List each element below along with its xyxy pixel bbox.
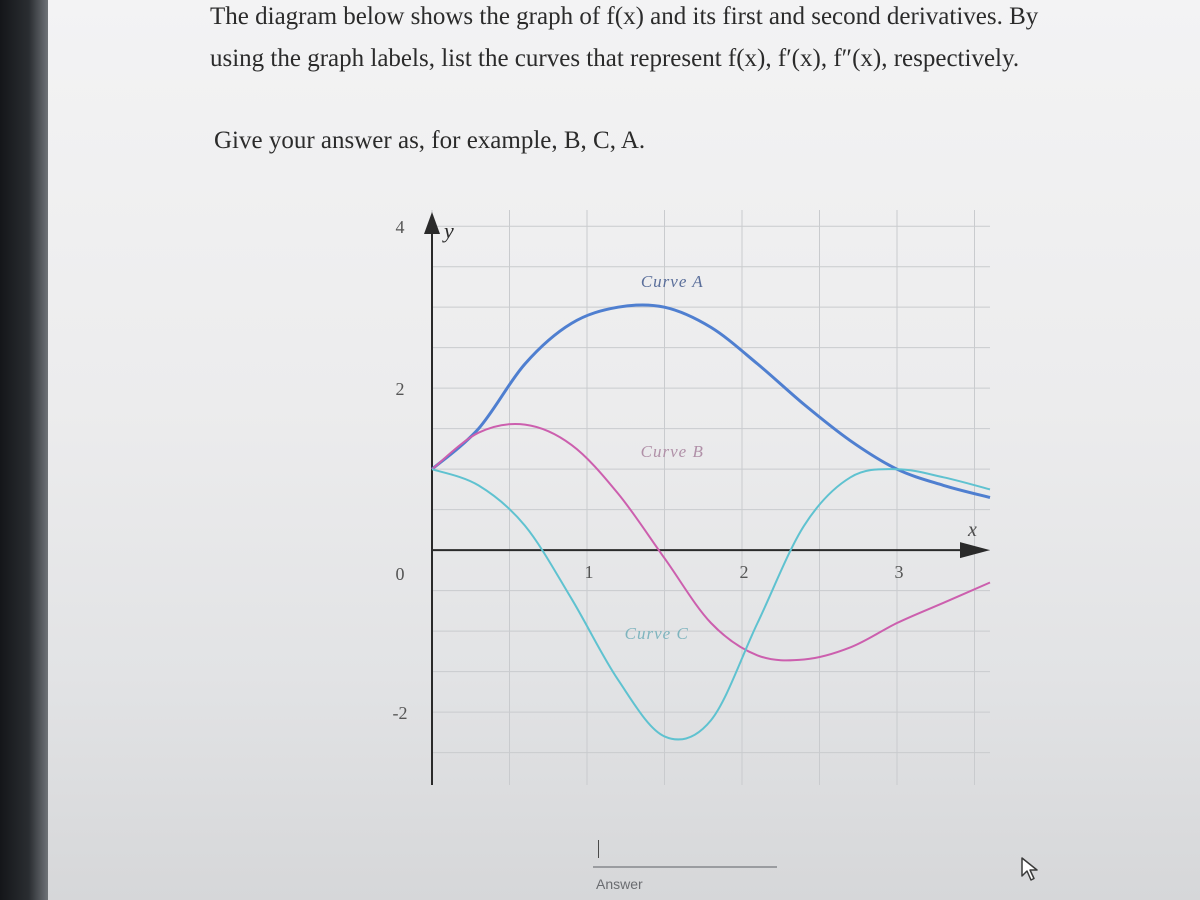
y-axis-label: y <box>444 218 454 243</box>
y-tick-label: 0 <box>395 564 405 585</box>
question-text <box>210 0 1170 80</box>
y-axis-arrow-icon <box>424 212 440 234</box>
curve-a-label: Curve A <box>640 271 704 291</box>
x-tick-label: 3 <box>894 562 904 583</box>
curve-b-label: Curve B <box>640 442 704 462</box>
mouse-pointer-icon <box>1020 856 1042 882</box>
question-line-2: using the graph labels, list the curves that represent f(x), f′(x), f″(x), respectively. <box>210 45 1020 72</box>
y-tick-label: 4 <box>395 217 405 238</box>
answer-format-hint: Give your answer as, for example, B, C, A. <box>214 127 646 154</box>
y-tick-label: -2 <box>392 703 408 724</box>
curve-c-label: Curve C <box>624 624 689 644</box>
answer-input[interactable] <box>593 848 777 868</box>
text-caret <box>598 840 599 858</box>
question-line-1: The diagram below shows the graph of f(x) and its first and second derivatives. By <box>210 3 1039 30</box>
curve-a-line <box>432 305 990 498</box>
screen-bezel <box>0 0 48 900</box>
derivative-graph <box>360 200 1000 800</box>
x-tick-label: 2 <box>739 562 749 583</box>
curve-b-line <box>432 424 990 660</box>
answer-label: Answer <box>596 876 643 892</box>
y-tick-label: 2 <box>395 379 405 400</box>
x-axis-label: x <box>968 519 977 542</box>
x-tick-label: 1 <box>584 562 594 583</box>
chart-svg <box>360 200 1000 800</box>
